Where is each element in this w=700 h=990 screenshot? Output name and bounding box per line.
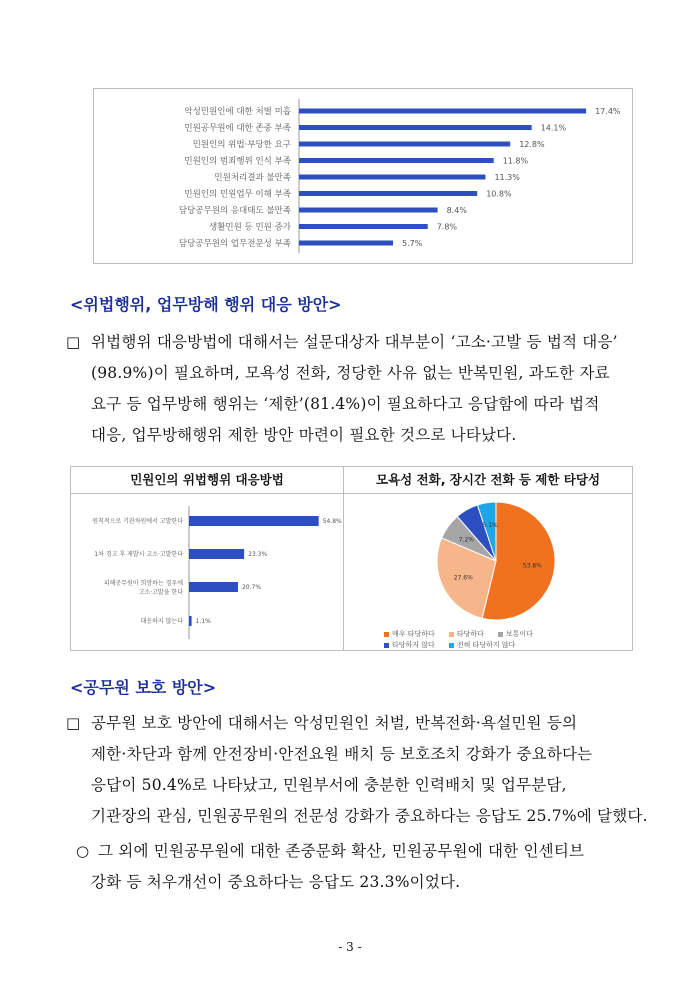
category-label: 민원인의 위법·부당한 요구	[192, 140, 291, 150]
pie-legend	[384, 629, 624, 651]
bar	[189, 582, 238, 592]
category-label: 민원인의 민원업무 이해 부족	[184, 189, 291, 200]
legend-label: 매우 타당하다	[392, 630, 435, 638]
category-label: 대응하지 않는다	[140, 618, 183, 625]
data-label: 5.1%	[482, 521, 498, 529]
category-label: 민원처리결과 불만족	[214, 173, 291, 183]
restriction-validity-chart	[343, 466, 633, 651]
bar	[299, 208, 438, 213]
bar	[299, 142, 510, 147]
data-label: 7.8%	[436, 222, 458, 232]
category-label: 민원공무원에 대한 존중 부족	[184, 123, 291, 134]
square-bullet-icon: □	[66, 333, 81, 351]
data-label: 20.7%	[241, 584, 262, 591]
category-label: 생활민원 등 민원 증가	[208, 222, 291, 233]
chart-title: 민원인의 위법행위 대응방법	[71, 467, 343, 494]
bar	[299, 224, 428, 229]
legend-swatch	[384, 643, 389, 648]
legend-item	[384, 641, 435, 649]
legend-item	[449, 641, 516, 649]
legend-label: 타당하다	[456, 630, 484, 638]
section-heading-official-protection: <공무원 보호 방안>	[70, 678, 217, 697]
paragraph-line: 제한·차단과 함께 안전장비·안전요원 배치 등 보호조치 강화가 중요하다는	[91, 745, 593, 763]
data-label: 12.8%	[519, 140, 545, 149]
paragraph-line: 위법행위 대응방법에 대해서는 설문대상자 대부분이 ‘고소·고발 등 법적 대응’	[91, 333, 618, 351]
response-method-bar-svg	[71, 494, 343, 650]
data-label: 27.6%	[453, 574, 473, 582]
legend-item	[384, 630, 435, 638]
page-number: - 3 -	[338, 940, 362, 954]
top-bar-chart-svg	[94, 89, 632, 263]
chart-title: 모욕성 전화, 장시간 전화 등 제한 타당성	[344, 467, 632, 494]
bar	[299, 125, 532, 130]
data-label: 54.8%	[322, 518, 342, 525]
bar	[299, 241, 393, 246]
data-label: 11.8%	[502, 156, 529, 166]
legend-swatch	[449, 632, 454, 637]
legend-swatch	[498, 632, 503, 637]
category-label: 피해공무원이 희망하는 경우에 고소·고발을 한다	[103, 580, 183, 596]
legend-swatch	[449, 643, 454, 648]
paragraph-line: 그 외에 민원공무원에 대한 존중문화 확산, 민원공무원에 대한 인센티브	[98, 842, 585, 860]
legend-item	[498, 630, 533, 638]
bar	[299, 158, 494, 163]
legend-label: 타당하지 않다	[392, 641, 435, 649]
bar	[189, 616, 192, 626]
category-label: 담당공무원의 응대태도 불만족	[178, 206, 291, 216]
data-label: 8.4%	[446, 206, 467, 215]
paragraph-line: 강화 등 처우개선이 중요하다는 응답도 23.3%이었다.	[91, 873, 461, 891]
category-label: 민원인의 범죄행위 인식 부족	[184, 156, 291, 167]
bar	[299, 191, 477, 196]
paragraph-line: 응답이 50.4%로 나타났고, 민원부서에 충분한 인력배치 및 업무분담,	[91, 776, 567, 794]
top-bar-chart	[93, 88, 633, 264]
legend-swatch	[384, 632, 389, 637]
data-label: 11.3%	[494, 173, 520, 182]
data-label: 23.3%	[248, 551, 268, 558]
paragraph-line: 기관장의 관심, 민원공무원의 전문성 강화가 중요하다는 응답도 25.7%에 달했다.	[91, 807, 648, 825]
bar	[299, 109, 586, 114]
bar	[189, 549, 244, 559]
paragraph-line: (98.9%)이 필요하며, 모욕성 전화, 정당한 사유 없는 반복민원, 과도한 자료	[91, 364, 610, 382]
legend-item	[449, 630, 484, 638]
section1-paragraph	[66, 327, 641, 451]
data-label: 7.2%	[458, 536, 475, 544]
category-label: 1차 경고 후 재발시 고소·고발한다	[94, 551, 183, 558]
square-bullet-icon: □	[66, 714, 81, 732]
paragraph-line: 공무원 보호 방안에 대해서는 악성민원인 처벌, 반복전화·욕설민원 등의	[91, 714, 578, 732]
restriction-validity-pie-svg	[344, 494, 632, 629]
category-label: 악성민원인에 대한 처벌 미흡	[184, 107, 291, 117]
section2-paragraph	[66, 708, 648, 832]
section-heading-illegal-response: <위법행위, 업무방해 행위 대응 방안>	[70, 295, 342, 314]
section2-sub-paragraph	[76, 836, 641, 898]
data-label: 14.1%	[540, 123, 567, 133]
bar	[189, 516, 319, 526]
category-label: 원칙적으로 기관차원에서 고발한다	[92, 518, 183, 525]
category-label: 담당공무원의 업무전문성 부족	[178, 239, 291, 249]
legend-label: 전혀 타당하지 않다	[456, 641, 516, 649]
bar	[299, 175, 485, 180]
circle-bullet-icon: ○	[76, 842, 90, 860]
data-label: 17.4%	[595, 107, 621, 116]
paragraph-line: 대응, 업무방해행위 제한 방안 마련이 필요한 것으로 나타났다.	[91, 426, 517, 444]
response-method-chart	[70, 466, 344, 651]
data-label: 53.8%	[522, 562, 542, 570]
data-label: 1.1%	[195, 618, 211, 625]
data-label: 10.8%	[486, 189, 512, 199]
data-label: 5.7%	[402, 239, 423, 248]
legend-label: 보통이다	[505, 630, 533, 638]
paragraph-line: 요구 등 업무방해 행위는 ‘제한’(81.4%)이 필요하다고 응답함에 따라 법적	[91, 395, 600, 413]
